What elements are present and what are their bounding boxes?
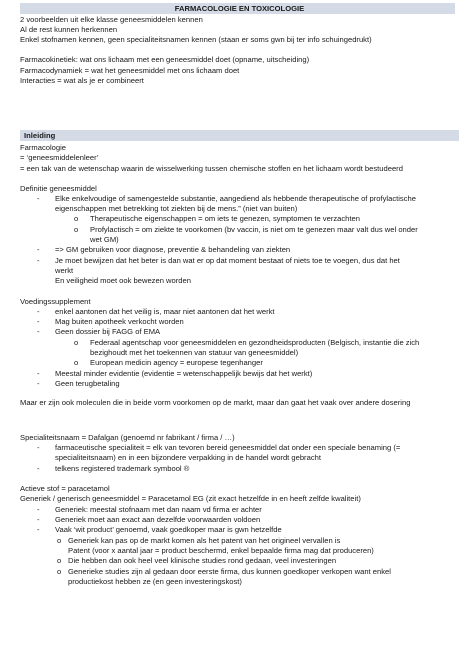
dash-marker: - (37, 327, 40, 336)
intro-line-3: Enkel stofnamen kennen, geen specialiteitsnamen kennen (staan er soms gwn bij ter info schuingedrukt) (20, 35, 372, 44)
actieve-sub-2: Die hebben dan ook heel veel klinische studies rond gedaan, veel investeringen (68, 556, 337, 565)
specialiteit-heading: Specialiteitsnaam = Dafalgan (genoemd nr fabrikant / firma / …) (20, 433, 235, 442)
specialiteit-bullet-1a: farmaceutische specialiteit = elk van tevoren bereid geneesmiddel dat onder een speciale benaming (= (55, 443, 401, 452)
generiek-definition: Generiek / generisch geneesmiddel = Paracetamol EG (zit exact hetzelfde in en heeft zelfde kwaliteit) (20, 494, 361, 503)
dash-marker: - (37, 317, 40, 326)
inleiding-line-3: = een tak van de wetenschap waarin de wisselwerking tussen chemische stoffen en het lichaam wordt bestudeerd (20, 164, 403, 173)
actieve-bullet-1: Generiek: meestal stofnaam met dan naam vd firma er achter (55, 505, 262, 514)
actieve-sub-1a: Generiek kan pas op de markt komen als het patent van het origineel vervallen is (68, 536, 341, 545)
circle-marker: o (74, 358, 79, 367)
intro-line-5: Farmacodynamiek = wat het geneesmiddel met ons lichaam doet (20, 66, 240, 75)
definitie-heading: Definitie geneesmiddel (20, 184, 97, 193)
actieve-bullet-3: Vaak ‘wit product’ genoemd, vaak goedkoper maar is gwn hetzelfde (55, 525, 282, 534)
dash-marker: - (37, 194, 40, 203)
definitie-bullet-3a: Je moet bewijzen dat het beter is dan wat er op dat moment bestaat of niets toe te voegen, dus dat het (55, 256, 400, 265)
dash-marker: - (37, 515, 40, 524)
specialiteit-bullet-2: telkens registered trademark symbool ® (55, 464, 190, 473)
dash-marker: - (37, 245, 40, 254)
voedings-bullet-5: Geen terugbetaling (55, 379, 120, 388)
definitie-sub-2a: Profylactisch = om ziekte te voorkomen (bv vaccin, is niet om te genezen maar valt dus wel onder (90, 225, 418, 234)
definitie-bullet-2: => GM gebruiken voor diagnose, preventie & behandeling van ziekten (55, 245, 291, 254)
dash-marker: - (37, 369, 40, 378)
definitie-sub-2b: wet GM) (90, 235, 119, 244)
actieve-sub-3b: productiekost hebben ze (en geen investeringskost) (68, 577, 242, 586)
definitie-bullet-3b: werkt (55, 266, 74, 275)
definitie-bullet-1a: Elke enkelvoudige of samengestelde substantie, aangediend als hebbende therapeutische of profylactische (55, 194, 416, 203)
document-title: FARMACOLOGIE EN TOXICOLOGIE (174, 4, 305, 13)
actieve-bullet-2: Generiek moet aan exact aan dezelfde voorwaarden voldoen (55, 515, 261, 524)
dash-marker: - (37, 379, 40, 388)
specialiteit-bullet-1b: specialiteitsnaam) en in een bijzondere verpakking in de handel wordt gebracht (55, 453, 321, 462)
inleiding-line-1: Farmacologie (20, 143, 67, 152)
dash-marker: - (37, 505, 40, 514)
voedings-note: Maar er zijn ook moleculen die in beide vorm voorkomen op de markt, maar dan gaat het vaak over andere dosering (20, 398, 411, 407)
intro-line-2: Al de rest kunnen herkennen (20, 25, 118, 34)
voedings-bullet-3: Geen dossier bij FAGG of EMA (55, 327, 161, 336)
circle-marker: o (57, 556, 62, 565)
actieve-sub-3a: Generieke studies zijn al gedaan door eerste firma, dus kunnen goedkoper verkopen want enkel (68, 567, 391, 576)
circle-marker: o (57, 536, 62, 545)
definitie-bullet-1b: eigenschappen met betrekking tot ziekten bij de mens.” (niet van buiten) (55, 204, 298, 213)
voedings-sub-1a: Federaal agentschap voor geneesmiddelen en gezondheidsproducten (Belgisch, instantie die zich (90, 338, 420, 347)
voedings-bullet-4: Meestal minder evidentie (evidentie = wetenschappelijk bewijs dat het werkt) (55, 369, 313, 378)
dash-marker: - (37, 443, 40, 452)
circle-marker: o (74, 225, 79, 234)
intro-line-4: Farmacokinetiek: wat ons lichaam met een geneesmiddel doet (opname, uitscheiding) (20, 55, 310, 64)
voedings-sub-1b: bezighoudt met het toekennen van statuur van geneesmiddel) (90, 348, 299, 357)
section-heading: Inleiding (24, 131, 56, 140)
voedings-bullet-1: enkel aantonen dat het veilig is, maar niet aantonen dat het werkt (55, 307, 275, 316)
section-heading-bar (20, 130, 459, 141)
inleiding-line-2: = ‘geneesmiddelenleer’ (20, 153, 99, 162)
dash-marker: - (37, 307, 40, 316)
circle-marker: o (57, 567, 62, 576)
circle-marker: o (74, 214, 79, 223)
voedings-bullet-2: Mag buiten apotheek verkocht worden (55, 317, 184, 326)
voedings-heading: Voedingssupplement (20, 297, 91, 306)
intro-line-1: 2 voorbeelden uit elke klasse geneesmiddelen kennen (20, 15, 203, 24)
actieve-heading: Actieve stof = paracetamol (20, 484, 110, 493)
actieve-sub-1b: Patent (voor x aantal jaar = product beschermd, enkel bepaalde firma mag dat produceren) (68, 546, 374, 555)
dash-marker: - (37, 525, 40, 534)
document-title-bar (20, 3, 455, 14)
intro-line-6: Interacties = wat als je er combineert (20, 76, 144, 85)
dash-marker: - (37, 464, 40, 473)
dash-marker: - (37, 256, 40, 265)
circle-marker: o (74, 338, 79, 347)
definitie-bullet-3c: En veiligheid moet ook bewezen worden (55, 276, 191, 285)
voedings-sub-2: European medicin agency = europese tegenhanger (90, 358, 263, 367)
definitie-sub-1: Therapeutische eigenschappen = om iets te genezen, symptomen te verzachten (90, 214, 360, 223)
